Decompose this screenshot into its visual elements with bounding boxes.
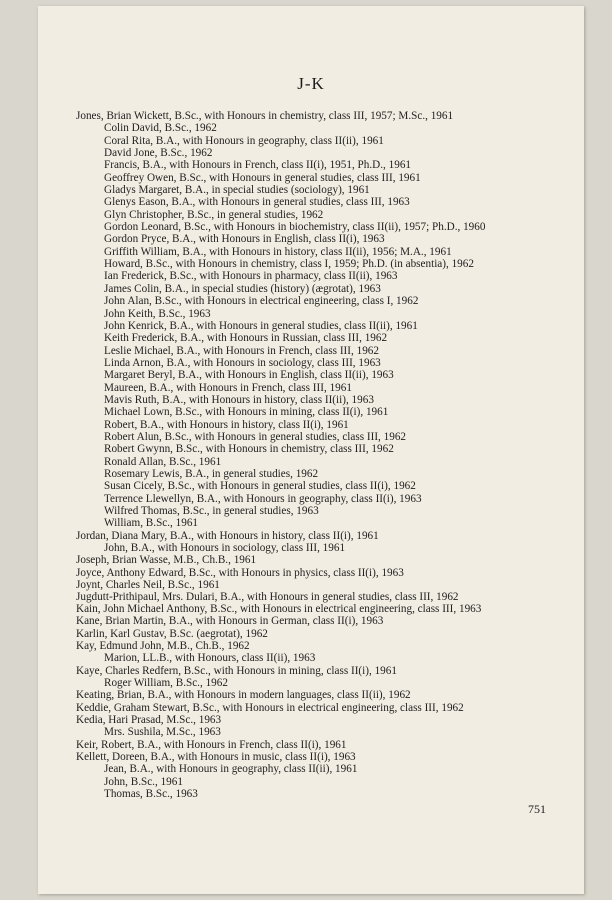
list-item: Jugdutt-Prithipaul, Mrs. Dulari, B.A., with Honours in general studies, class III, 1962 — [76, 591, 459, 604]
list-item: Mavis Ruth, B.A., with Honours in history, class II(ii), 1963 — [104, 393, 374, 406]
list-item: Terrence Llewellyn, B.A., with Honours in geography, class II(i), 1963 — [104, 492, 422, 505]
list-item: Glyn Christopher, B.Sc., in general studies, 1962 — [104, 208, 324, 221]
list-item: Jordan, Diana Mary, B.A., with Honours in history, class II(i), 1961 — [76, 529, 379, 542]
list-item: Robert, B.A., with Honours in history, class II(i), 1961 — [104, 418, 349, 431]
list-item: Maureen, B.A., with Honours in French, class III, 1961 — [104, 381, 352, 394]
list-item: Margaret Beryl, B.A., with Honours in English, class II(ii), 1963 — [104, 369, 394, 382]
list-item: Gladys Margaret, B.A., in special studies (sociology), 1961 — [104, 184, 370, 197]
list-item: Ian Frederick, B.Sc., with Honours in pharmacy, class II(ii), 1963 — [104, 270, 398, 283]
list-item: Wilfred Thomas, B.Sc., in general studies, 1963 — [104, 505, 319, 517]
list-item: Geoffrey Owen, B.Sc., with Honours in general studies, class III, 1961 — [104, 171, 421, 184]
list-item: Griffith William, B.A., with Honours in history, class II(ii), 1956; M.A., 1961 — [104, 245, 452, 258]
list-item: Michael Lown, B.Sc., with Honours in mining, class II(i), 1961 — [104, 406, 389, 419]
list-item: Thomas, B.Sc., 1963 — [104, 788, 198, 801]
section-k-list — [76, 603, 576, 801]
list-item: Joyce, Anthony Edward, B.Sc., with Honours in physics, class II(i), 1963 — [76, 566, 404, 579]
list-item: Joynt, Charles Neil, B.Sc., 1961 — [76, 579, 220, 592]
list-item: Robert Alun, B.Sc., with Honours in general studies, class III, 1962 — [104, 430, 407, 443]
list-item: Francis, B.A., with Honours in French, class II(i), 1951, Ph.D., 1961 — [104, 159, 412, 172]
page-number: 751 — [528, 802, 546, 816]
list-item: Mrs. Sushila, M.Sc., 1963 — [104, 726, 221, 739]
list-item: Linda Arnon, B.A., with Honours in sociology, class III, 1963 — [104, 356, 381, 369]
list-item: Keddie, Graham Stewart, B.Sc., with Honours in electrical engineering, class III, 1962 — [76, 701, 464, 714]
list-item: Kellett, Doreen, B.A., with Honours in music, class II(i), 1963 — [76, 751, 356, 764]
list-item: Marion, LL.B., with Honours, class II(ii), 1963 — [104, 652, 316, 665]
list-item: Keith Frederick, B.A., with Honours in Russian, class III, 1962 — [104, 332, 388, 345]
list-item: Kain, John Michael Anthony, B.Sc., with Honours in electrical engineering, class III, 1963 — [76, 603, 482, 615]
list-item: Joseph, Brian Wasse, M.B., Ch.B., 1961 — [76, 554, 257, 567]
list-item: Roger William, B.Sc., 1962 — [104, 677, 228, 690]
list-item: Kay, Edmund John, M.B., Ch.B., 1962 — [76, 640, 250, 653]
list-item: Susan Cicely, B.Sc., with Honours in general studies, class II(i), 1962 — [104, 480, 416, 493]
list-item: Ronald Allan, B.Sc., 1961 — [104, 455, 222, 468]
list-item: Colin David, B.Sc., 1962 — [104, 122, 217, 135]
list-item: Jean, B.A., with Honours in geography, class II(ii), 1961 — [104, 763, 358, 776]
list-item: John Kenrick, B.A., with Honours in general studies, class II(ii), 1961 — [104, 319, 418, 332]
list-item: Gordon Pryce, B.A., with Honours in English, class II(i), 1963 — [104, 233, 385, 246]
list-item: Howard, B.Sc., with Honours in chemistry, class I, 1959; Ph.D. (in absentia), 1962 — [104, 258, 474, 271]
list-item: Robert Gwynn, B.Sc., with Honours in chemistry, class III, 1962 — [104, 443, 394, 456]
list-item: Leslie Michael, B.A., with Honours in French, class III, 1962 — [104, 344, 379, 357]
section-j-list — [76, 110, 576, 604]
list-item: William, B.Sc., 1961 — [104, 517, 199, 530]
list-item: John Alan, B.Sc., with Honours in electrical engineering, class I, 1962 — [104, 295, 419, 308]
list-item: David Jone, B.Sc., 1962 — [104, 147, 213, 160]
list-item: Rosemary Lewis, B.A., in general studies, 1962 — [104, 467, 319, 480]
list-item: John, B.A., with Honours in sociology, class III, 1961 — [104, 542, 346, 555]
list-item: Gordon Leonard, B.Sc., with Honours in biochemistry, class II(ii), 1957; Ph.D., 1960 — [104, 221, 486, 234]
list-item: Kaye, Charles Redfern, B.Sc., with Honours in mining, class II(i), 1961 — [76, 664, 397, 677]
list-item: Keir, Robert, B.A., with Honours in French, class II(i), 1961 — [76, 738, 347, 751]
list-item: Kedia, Hari Prasad, M.Sc., 1963 — [76, 714, 222, 727]
list-item: Keating, Brian, B.A., with Honours in modern languages, class II(ii), 1962 — [76, 689, 411, 702]
list-item: John Keith, B.Sc., 1963 — [104, 307, 211, 320]
page-heading: J-K — [297, 74, 325, 93]
list-item: Glenys Eason, B.A., with Honours in general studies, class III, 1963 — [104, 196, 410, 209]
list-item: Kane, Brian Martin, B.A., with Honours in German, class II(i), 1963 — [76, 615, 384, 628]
list-item: Coral Rita, B.A., with Honours in geography, class II(ii), 1961 — [104, 134, 384, 147]
list-item: Karlin, Karl Gustav, B.Sc. (aegrotat), 1962 — [76, 627, 268, 640]
list-item: John, B.Sc., 1961 — [104, 775, 183, 788]
list-item: James Colin, B.A., in special studies (history) (ægrotat), 1963 — [104, 282, 381, 295]
document-page — [38, 6, 584, 894]
list-item: Jones, Brian Wickett, B.Sc., with Honours in chemistry, class III, 1957; M.Sc., 1961 — [76, 110, 454, 122]
